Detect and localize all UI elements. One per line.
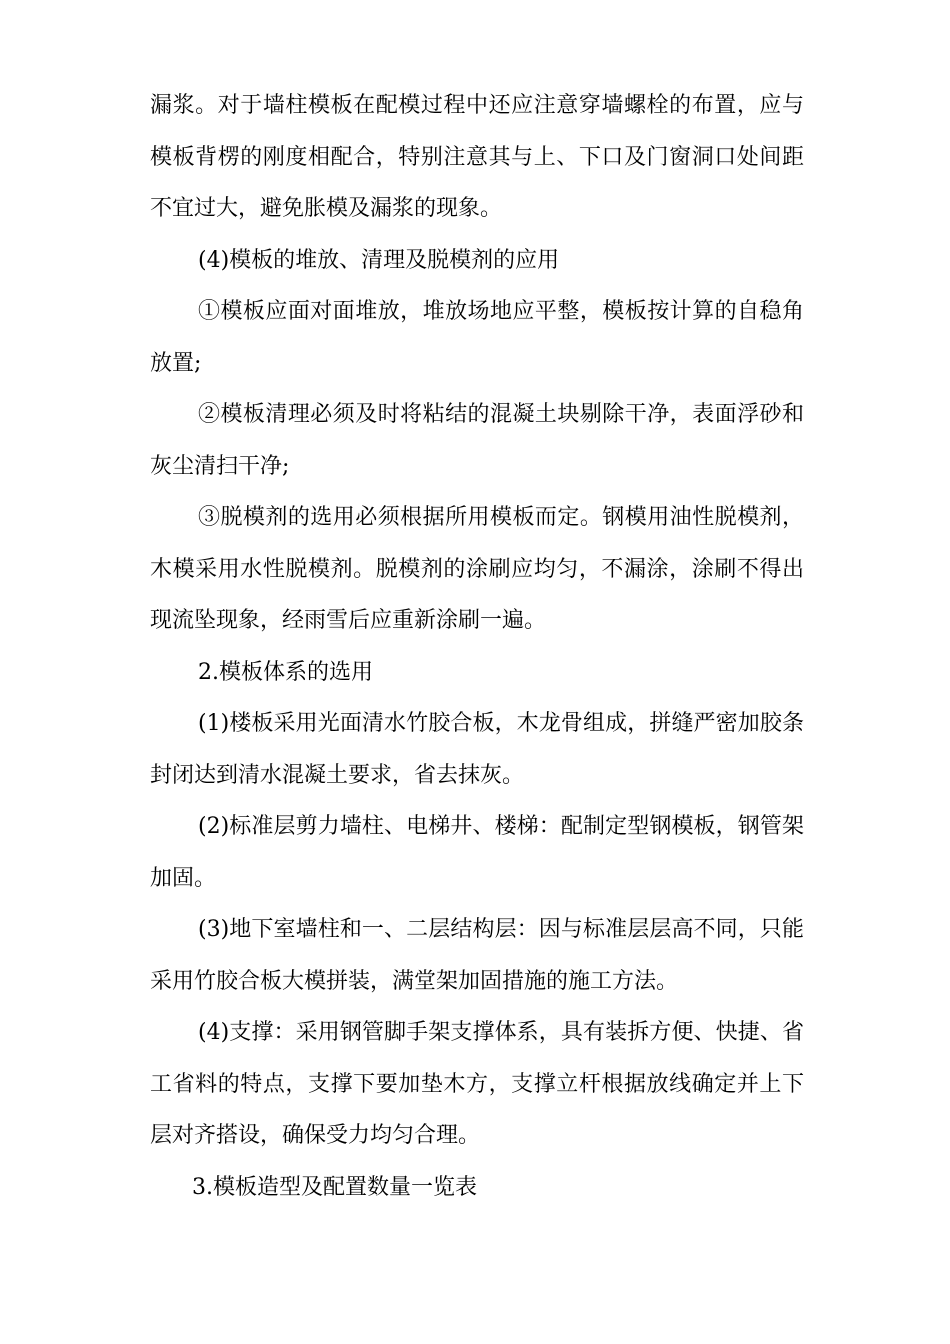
text-line: 加固。 [150,866,217,891]
text-line: 木模采用水性脱模剂。脱模剂的涂刷应均匀，不漏涂，涂刷不得出 [150,557,804,582]
text-line: 层对齐搭设，确保受力均匀合理。 [150,1123,481,1148]
text-line: (4)支撑：采用钢管脚手架支撑体系，具有装拆方便、快捷、省 [198,1020,804,1045]
text-line: 漏浆。对于墙柱模板在配模过程中还应注意穿墙螺栓的布置，应与 [150,93,804,118]
text-line: 不宜过大，避免胀模及漏浆的现象。 [150,196,503,221]
text-line: 现流坠现象，经雨雪后应重新涂刷一遍。 [150,608,547,633]
text-line: 封闭达到清水混凝土要求，省去抹灰。 [150,763,525,788]
section-heading: 3.模板造型及配置数量一览表 [192,1175,477,1200]
text-line: ②模板清理必须及时将粘结的混凝土块剔除干净，表面浮砂和 [198,402,804,427]
text-line: ①模板应面对面堆放，堆放场地应平整，模板按计算的自稳角 [198,299,804,324]
text-line: 灰尘清扫干净; [150,454,290,479]
text-line: 工省料的特点，支撑下要加垫木方，支撑立杆根据放线确定并上下 [150,1072,804,1097]
text-line: (2)标准层剪力墙柱、电梯井、楼梯：配制定型钢模板，钢管架 [198,814,804,839]
section-heading: (4)模板的堆放、清理及脱模剂的应用 [198,248,560,273]
text-line: 采用竹胶合板大模拼装，满堂架加固措施的施工方法。 [150,969,679,994]
text-line: (1)楼板采用光面清水竹胶合板，木龙骨组成，拼缝严密加胶条 [198,711,804,736]
text-line: ③脱模剂的选用必须根据所用模板而定。钢模用油性脱模剂， [198,505,804,530]
section-heading: 2.模板体系的选用 [198,660,373,685]
text-line: 模板背楞的刚度相配合，特别注意其与上、下口及门窗洞口处间距 [150,145,804,170]
text-line: (3)地下室墙柱和一、二层结构层：因与标准层层高不同，只能 [198,917,804,942]
text-line: 放置; [150,351,202,376]
